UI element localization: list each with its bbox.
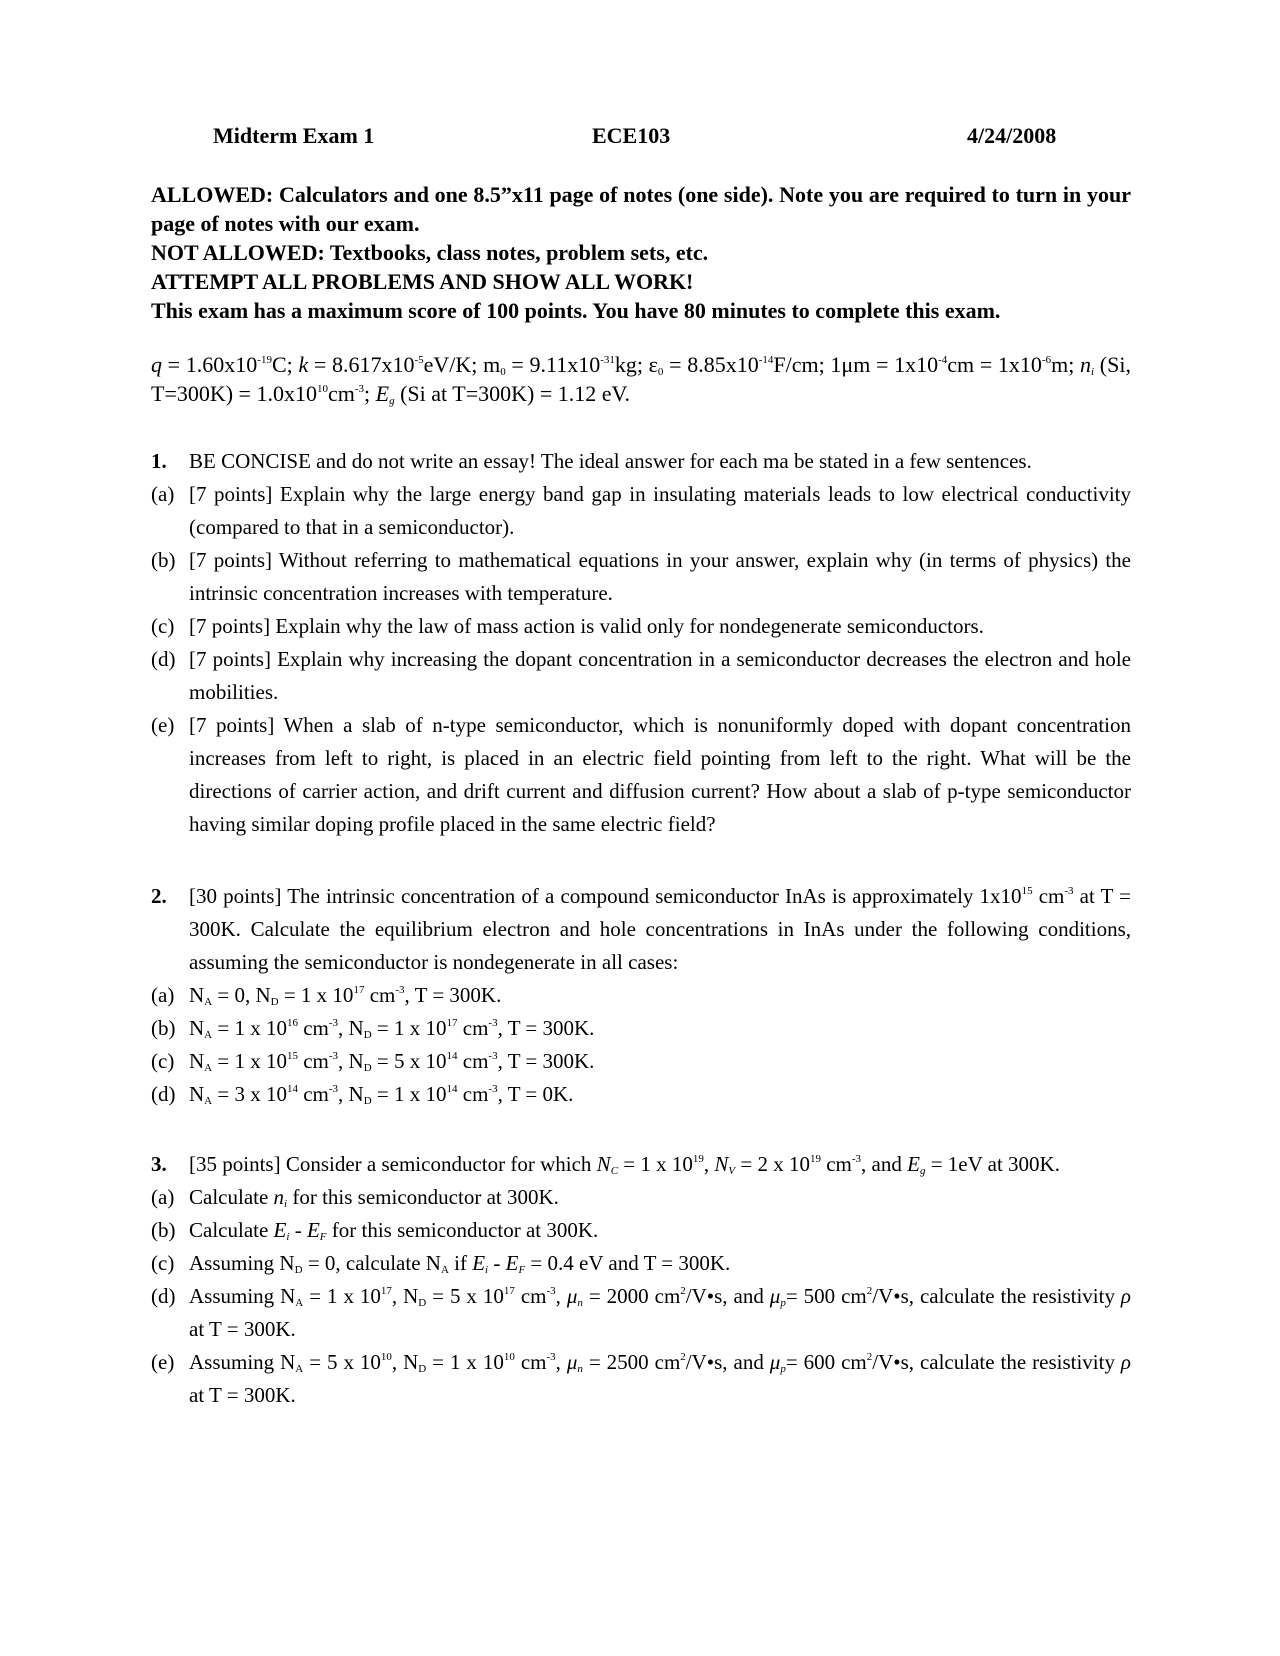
mu-p-symbol: μ <box>769 1350 781 1374</box>
na-subscript: A <box>204 1095 213 1107</box>
q2-b-label: (b) <box>151 1016 176 1040</box>
q3-d-exp-2: 17 <box>503 1285 515 1297</box>
m-exponent: -6 <box>1041 354 1052 366</box>
and-text: , and <box>861 1152 908 1176</box>
q1-part-a <box>151 478 1131 544</box>
q1-b-label: (b) <box>151 548 176 572</box>
q2-a-nd: = 1 x 10 <box>278 983 354 1007</box>
q3-d-text-1: Assuming N <box>189 1284 296 1308</box>
attempt-rule: ATTEMPT ALL PROBLEMS AND SHOW ALL WORK! <box>151 269 694 294</box>
nd-subscript: D <box>418 1297 427 1309</box>
q1-d-text: [7 points] Explain why increasing the dopant concentration in a semiconductor decreases the electron and hole mobilities. <box>189 647 1131 704</box>
q1-a-text: [7 points] Explain why the large energy band gap in insulating materials leads to low electrical conductivity (compared to that in a semiconductor). <box>189 482 1131 539</box>
q3-e-exp-5: 2 <box>866 1351 873 1363</box>
k-unit: eV/K; m <box>423 352 501 377</box>
m0-subscript: 0 <box>500 366 506 378</box>
q3-e-exp-1: 10 <box>380 1351 392 1363</box>
q-unit: C; <box>271 352 299 377</box>
na-subscript: A <box>295 1363 304 1375</box>
nd-subscript: D <box>363 1062 372 1074</box>
q1-a-label: (a) <box>151 482 175 506</box>
cm-unit: cm <box>297 1049 329 1073</box>
q3-e-text-6: , <box>555 1350 567 1374</box>
ni-exponent: 10 <box>316 383 328 395</box>
na-subscript: A <box>204 1029 213 1041</box>
q2-intro-text-1: [30 points] The intrinsic concentration of a compound semiconductor InAs is approximately 1x10 <box>189 884 1022 908</box>
na-symbol: N <box>189 1016 205 1040</box>
eg-subscript: g <box>919 1165 926 1177</box>
q1-c-label: (c) <box>151 614 175 638</box>
nc-subscript: C <box>610 1165 619 1177</box>
ni-unit-exponent: -3 <box>354 383 365 395</box>
q3-d-text-10: /V•s, calculate the resistivity <box>872 1284 1121 1308</box>
um-unit: cm = 1x10 <box>947 352 1042 377</box>
q2-d-nd-exp: 14 <box>446 1083 458 1095</box>
q3-d-label: (d) <box>151 1284 176 1308</box>
q3-e-text-11: at T = 300K. <box>189 1383 296 1407</box>
question-2 <box>151 880 1131 1111</box>
mu-p-subscript: p <box>780 1363 786 1375</box>
e0-unit: F/cm; 1μm = 1x10 <box>773 352 939 377</box>
eg-symbol: E <box>375 381 390 406</box>
question-1 <box>151 445 1131 841</box>
q2-part-a <box>151 979 1131 1012</box>
question-3 <box>151 1148 1131 1412</box>
q3-e-text-10: /V•s, calculate the resistivity <box>872 1350 1121 1374</box>
q-value: = 1.60x10 <box>162 352 258 377</box>
comma: , <box>703 1152 715 1176</box>
mu-n-subscript: n <box>577 1297 583 1309</box>
q1-c-text: [7 points] Explain why the law of mass action is valid only for nondegenerate semiconductors. <box>189 614 984 638</box>
q2-b-na-exp: 16 <box>286 1017 298 1029</box>
q3-part-b <box>151 1214 1131 1247</box>
cm-unit: cm <box>457 1082 489 1106</box>
m0-exponent: -31 <box>600 354 615 366</box>
q2-c-na-exp: 15 <box>286 1050 298 1062</box>
q2-number: 2. <box>151 884 167 908</box>
q3-e-text-8: /V•s, and <box>685 1350 770 1374</box>
exam-title: Midterm Exam 1 <box>213 123 375 148</box>
nd-symbol: N <box>348 1049 364 1073</box>
ei-subscript: i <box>485 1264 489 1276</box>
ef-symbol: E <box>505 1251 519 1275</box>
nc-symbol: N <box>596 1152 611 1176</box>
m-unit: m; <box>1051 352 1081 377</box>
q1-e-label: (e) <box>151 713 175 737</box>
q3-c-text-3: if <box>448 1251 473 1275</box>
nd-subscript: D <box>363 1029 372 1041</box>
cm-unit: cm <box>457 1016 489 1040</box>
q1-d-label: (d) <box>151 647 176 671</box>
q3-number: 3. <box>151 1152 167 1176</box>
q3-c-text-1: Assuming N <box>189 1251 295 1275</box>
cm-exp: -3 <box>488 1083 498 1095</box>
q3-b-label: (b) <box>151 1218 176 1242</box>
q2-d-label: (d) <box>151 1082 176 1106</box>
q2-c-temp: , T = 300K. <box>497 1049 595 1073</box>
nv-unit-exponent: -3 <box>851 1153 862 1165</box>
q3-part-d <box>151 1280 1131 1346</box>
na-subscript: A <box>440 1264 449 1276</box>
not-allowed-rule: NOT ALLOWED: Textbooks, class notes, problem sets, etc. <box>151 240 709 265</box>
q2-intro-text-2: at T = 300K. Calculate the equilibrium electron and hole concentrations in InAs under the following conditions, assuming the semiconductor is nondegenerate in all cases: <box>189 884 1132 974</box>
q1-intro-text: BE CONCISE and do not write an essay! The ideal answer for each ma be stated in a few sentences. <box>189 449 1032 473</box>
e0-subscript: 0 <box>657 366 664 378</box>
cm-unit: cm <box>297 1082 329 1106</box>
ni-unit: cm <box>327 381 355 406</box>
q3-e-text-5: cm <box>514 1350 547 1374</box>
na-subscript: A <box>204 1062 213 1074</box>
allowed-rule: ALLOWED: Calculators and one 8.5”x11 page of notes (one side). Note you are required to turn in your page of notes with our exam. <box>151 182 1131 236</box>
nc-value: = 1 x 10 <box>618 1152 693 1176</box>
course-code: ECE103 <box>592 123 671 148</box>
q2-a-nd-exp: 17 <box>353 984 365 996</box>
q2-intro-exponent: 15 <box>1021 885 1033 897</box>
nv-subscript: V <box>728 1165 736 1177</box>
q2-intro-unit: cm <box>1032 884 1065 908</box>
cm-exp: -3 <box>488 1017 498 1029</box>
q3-part-e <box>151 1346 1131 1412</box>
q2-a-na: = 0, <box>212 983 256 1007</box>
m0-value: = 9.11x10 <box>505 352 601 377</box>
ei-symbol: E <box>472 1251 486 1275</box>
q3-d-exp-4: 2 <box>680 1285 686 1297</box>
q2-a-temp: , T = 300K. <box>404 983 502 1007</box>
eg-symbol: E <box>907 1152 920 1176</box>
q3-d-text-4: = 5 x 10 <box>426 1284 504 1308</box>
q-symbol: q <box>151 352 162 377</box>
q1-part-e <box>151 709 1131 841</box>
q3-e-text-1: Assuming N <box>189 1350 296 1374</box>
q3-d-exp-5: 2 <box>866 1285 873 1297</box>
k-exponent: -5 <box>414 354 424 366</box>
ni-symbol: n <box>273 1185 285 1209</box>
q3-d-exp-1: 17 <box>380 1285 392 1297</box>
eg-value: = 1eV at 300K. <box>925 1152 1060 1176</box>
nd-subscript: D <box>363 1095 372 1107</box>
q2-d-nd: = 1 x 10 <box>371 1082 447 1106</box>
nd-symbol: N <box>255 983 271 1007</box>
ef-symbol: E <box>306 1218 320 1242</box>
q1-part-b <box>151 544 1131 610</box>
comma: , <box>338 1082 349 1106</box>
q2-b-nd: = 1 x 10 <box>371 1016 447 1040</box>
q2-b-temp: , T = 300K. <box>497 1016 595 1040</box>
na-symbol: N <box>189 1049 205 1073</box>
na-symbol: N <box>189 983 205 1007</box>
eg-subscript: g <box>389 395 395 407</box>
q3-d-text-5: cm <box>514 1284 547 1308</box>
q1-part-d <box>151 643 1131 709</box>
q3-e-exp-4: 2 <box>680 1351 686 1363</box>
cm-unit: cm <box>457 1049 489 1073</box>
ni-subscript: i <box>284 1198 288 1210</box>
cm-exp: -3 <box>488 1050 498 1062</box>
cm-unit: cm <box>297 1016 329 1040</box>
e0-value: = 8.85x10 <box>663 352 759 377</box>
q2-d-na-exp: 14 <box>286 1083 298 1095</box>
rho-symbol: ρ <box>1120 1284 1132 1308</box>
q3-e-exp-2: 10 <box>503 1351 515 1363</box>
q3-b-text-2: for this semiconductor at 300K. <box>326 1218 599 1242</box>
q3-b-text-1: Calculate <box>189 1218 274 1242</box>
ei-symbol: E <box>273 1218 287 1242</box>
q2-d-na: = 3 x 10 <box>212 1082 287 1106</box>
ef-subscript: F <box>319 1231 327 1243</box>
q3-d-text-8: /V•s, and <box>685 1284 770 1308</box>
rho-symbol: ρ <box>1120 1350 1132 1374</box>
physical-constants <box>151 350 1131 408</box>
separator: ; <box>364 381 376 406</box>
q1-number: 1. <box>151 449 167 473</box>
nv-unit: cm <box>820 1152 852 1176</box>
cm-exp: -3 <box>328 1050 339 1062</box>
q3-e-exp-3: -3 <box>546 1351 556 1363</box>
q3-e-text-3: , N <box>391 1350 419 1374</box>
q3-a-label: (a) <box>151 1185 175 1209</box>
um-exponent: -4 <box>938 354 948 366</box>
q3-e-text-9: = 600 cm <box>785 1350 867 1374</box>
q3-intro <box>151 1148 1131 1181</box>
ei-subscript: i <box>286 1231 290 1243</box>
comma: , <box>338 1016 349 1040</box>
q1-part-c <box>151 610 1131 643</box>
nd-symbol: N <box>348 1016 364 1040</box>
q2-intro-unit-exponent: -3 <box>1064 885 1074 897</box>
nc-exponent: 19 <box>692 1153 704 1165</box>
q3-part-c <box>151 1247 1131 1280</box>
ni-subscript: i <box>1091 366 1095 378</box>
exam-date: 4/24/2008 <box>967 123 1057 148</box>
q2-c-nd-exp: 14 <box>446 1050 458 1062</box>
ef-subscript: F <box>518 1264 526 1276</box>
q3-c-label: (c) <box>151 1251 175 1275</box>
q3-d-text-7: = 2000 cm <box>582 1284 681 1308</box>
q2-c-label: (c) <box>151 1049 175 1073</box>
nv-exponent: 19 <box>809 1153 821 1165</box>
q3-d-text-11: at T = 300K. <box>189 1317 296 1341</box>
na-subscript: A <box>295 1297 304 1309</box>
q2-d-temp: , T = 0K. <box>497 1082 574 1106</box>
q3-e-text-2: = 5 x 10 <box>303 1350 381 1374</box>
eg-value: (Si at T=300K) = 1.12 eV. <box>394 381 631 406</box>
q3-a-text-2: for this semiconductor at 300K. <box>287 1185 559 1209</box>
cm-exp: -3 <box>395 984 405 996</box>
q2-b-nd-exp: 17 <box>446 1017 458 1029</box>
nd-subscript: D <box>270 996 279 1008</box>
q2-part-d <box>151 1078 1131 1111</box>
q2-a-label: (a) <box>151 983 175 1007</box>
q3-e-text-4: = 1 x 10 <box>426 1350 504 1374</box>
q3-d-text-2: = 1 x 10 <box>303 1284 381 1308</box>
q1-b-text: [7 points] Without referring to mathematical equations in your answer, explain why (in terms of physics) the intrinsic concentration increases with temperature. <box>189 548 1131 605</box>
cm-exp: -3 <box>328 1017 339 1029</box>
m0-unit: kg; ε <box>614 352 658 377</box>
nd-symbol: N <box>348 1082 364 1106</box>
q2-intro <box>151 880 1131 979</box>
mu-p-symbol: μ <box>769 1284 781 1308</box>
nd-subscript: D <box>294 1264 303 1276</box>
q3-d-exp-3: -3 <box>546 1285 556 1297</box>
cm-exp: -3 <box>328 1083 339 1095</box>
q2-b-na: = 1 x 10 <box>212 1016 287 1040</box>
minus: - <box>289 1218 307 1242</box>
max-score-rule: This exam has a maximum score of 100 points. You have 80 minutes to complete this exam. <box>151 298 1001 323</box>
comma: , <box>338 1049 349 1073</box>
q3-c-text-2: = 0, calculate N <box>302 1251 441 1275</box>
q3-c-text-4: = 0.4 eV and T = 300K. <box>525 1251 731 1275</box>
na-subscript: A <box>204 996 213 1008</box>
mu-n-symbol: μ <box>566 1284 578 1308</box>
ni-value: (Si, T=300K) = 1.0x10 <box>151 352 1131 406</box>
q2-part-b <box>151 1012 1131 1045</box>
nd-subscript: D <box>418 1363 427 1375</box>
nv-value: = 2 x 10 <box>735 1152 810 1176</box>
e0-exponent: -14 <box>758 354 774 366</box>
na-symbol: N <box>189 1082 205 1106</box>
nv-symbol: N <box>714 1152 729 1176</box>
q3-e-label: (e) <box>151 1350 175 1374</box>
q2-c-na: = 1 x 10 <box>212 1049 287 1073</box>
q3-a-text-1: Calculate <box>189 1185 274 1209</box>
q3-part-a <box>151 1181 1131 1214</box>
q2-part-c <box>151 1045 1131 1078</box>
q3-e-text-7: = 2500 cm <box>582 1350 681 1374</box>
mu-n-subscript: n <box>577 1363 583 1375</box>
minus: - <box>488 1251 506 1275</box>
cm-unit: cm <box>364 983 396 1007</box>
q3-intro-text: [35 points] Consider a semiconductor for which <box>189 1152 597 1176</box>
q3-d-text-6: , <box>555 1284 567 1308</box>
q3-d-text-9: = 500 cm <box>785 1284 867 1308</box>
k-symbol: k <box>298 352 309 377</box>
mu-p-subscript: p <box>780 1297 786 1309</box>
ni-symbol: n <box>1080 352 1092 377</box>
q3-d-text-3: , N <box>391 1284 419 1308</box>
k-value: = 8.617x10 <box>308 352 415 377</box>
q-exponent: -19 <box>257 354 272 366</box>
q1-e-text: [7 points] When a slab of n-type semiconductor, which is nonuniformly doped with dopant concentration increases from left to right, is placed in an electric field pointing from left to the right. What will be the directions of carrier action, and drift current and diffusion current? How about a slab of p-type semiconductor having similar doping profile placed in the same electric field? <box>189 713 1131 836</box>
q2-c-nd: = 5 x 10 <box>371 1049 447 1073</box>
q1-intro <box>151 445 1131 478</box>
mu-n-symbol: μ <box>566 1350 578 1374</box>
